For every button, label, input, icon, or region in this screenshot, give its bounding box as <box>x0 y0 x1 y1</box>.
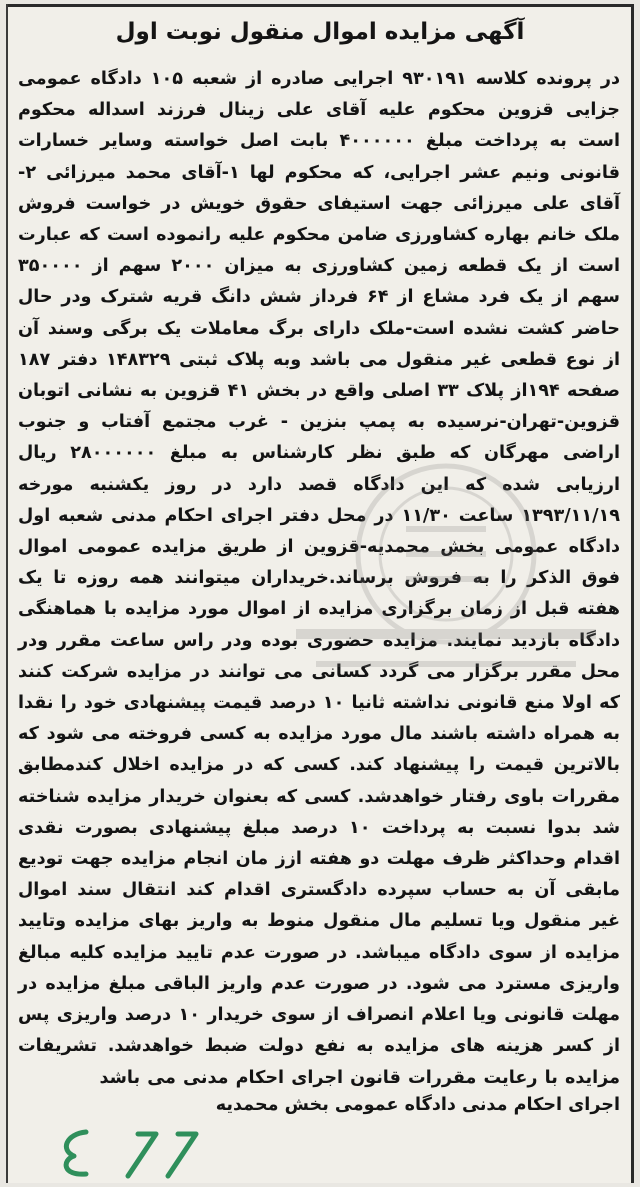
signature-text: اجرای احکام مدنی دادگاه عمومی بخش محمدیه <box>215 1095 620 1115</box>
newspaper-clipping <box>6 4 634 1183</box>
left-border-line <box>6 4 8 1183</box>
handwritten-number <box>56 1120 226 1184</box>
notice-title: آگهی مزایده اموال منقول نوبت اول <box>115 19 525 45</box>
top-border-line <box>6 4 634 7</box>
right-border-line <box>631 4 634 1183</box>
notice-body: در پرونده کلاسه ۹۳۰۱۹۱ اجرایی صادره از شعبه ۱۰۵ دادگاه عمومی جزایی قزوین محکوم علیه آقای علی زینال فرزند اسداله محکوم است به پرداخت مبلغ ۴۰۰۰۰۰۰ بابت اصل خواسته وسایر خسارات قانونی ونیم عشر اجرایی، که محکوم لها ۱-آقای محمد میرزائی ۲-آقای علی میرزائی جهت استیفای حقوق خویش در خواست فروش ملک خانم بهاره کشاورزی ضامن محکوم علیه رانموده است که عبارت است از یک قطعه زمین کشاورزی به میزان ۲۰۰۰ سهم از ۳۵۰۰۰۰ سهم از یک فرد مشاع از ۶۴ فرداز شش دانگ قریه شترک ودر حال حاضر کشت نشده است-ملک دارای برگ معاملات یک برگی وسند آن از نوع قطعی غیر منقول می باشد وبه پلاک ثبتی ۱۴۸۳۲۹ دفتر ۱۸۷ صفحه ۱۹۴از پلاک ۳۳ اصلی واقع در بخش ۴۱ قزوین به نشانی اتوبان قزوین-تهران-نرسیده به پمپ بنزین - غرب مجتمع آفتاب و جنوب اراضی مهرگان که طبق نظر کارشناس به مبلغ ۲۸۰۰۰۰۰۰ ریال ارزیابی شده که این دادگاه قصد دارد در روز یکشنبه مورخه ۱۳۹۳/۱۱/۱۹ ساعت ۱۱/۳۰ در محل دفتر اجرای احکام مدنی شعبه اول دادگاه عمومی بخش محمدیه-قزوین از طریق مزایده عمومی اموال فوق الذکر را به فروش برساند.خریداران میتوانند همه روزه تا یک هفته قبل از زمان برگزاری مزایده از اموال مورد مزایده با هماهنگی دادگاه بازدید نمایند. مزایده حضوری بوده ودر راس ساعت مقرر ودر محل مقرر برگزار می گردد کسانی می توانند در مزایده شرکت کنند که اولا منع قانونی نداشته ثانیا ۱۰ درصد قیمت پیشنهادی خود را نقدا به همراه داشته باشند مال مورد مزایده به کسی فروخته می شود که بالاترین قیمت را پیشنهاد کند. کسی که در مزایده اخلال کندمطابق مقررات باوی رفتار خواهدشد. کسی که بعنوان خریدار مزایده شناخته شد بدوا نسبت به پرداخت ۱۰ درصد مبلغ پیشنهادی بصورت نقدی اقدام وحداکثر ظرف مهلت دو هفته ازز مان انجام مزایده جهت تودیع مابقی آن به حساب سپرده دادگستری اقدام کند انتقال سند اموال غیر منقول ویا تسلیم مال منقول منوط به واریز بهای مزایده وتایید مزایده از سوی دادگاه میباشد. در صورت عدم تایید مزایده کلیه مبالغ واریزی مسترد می شود. در صورت عدم واریز الباقی مبلغ مزایده در مهلت قانونی ویا اعلام انصراف از سوی خریدار ۱۰ درصد واریزی پس از کسر هزینه های مزایده به نفع دولت ضبط خواهدشد. تشریفات مزایده با رعایت مقررات قانون اجرای احکام مدنی می باشد <box>18 69 621 1088</box>
notice-signature <box>18 1090 620 1121</box>
